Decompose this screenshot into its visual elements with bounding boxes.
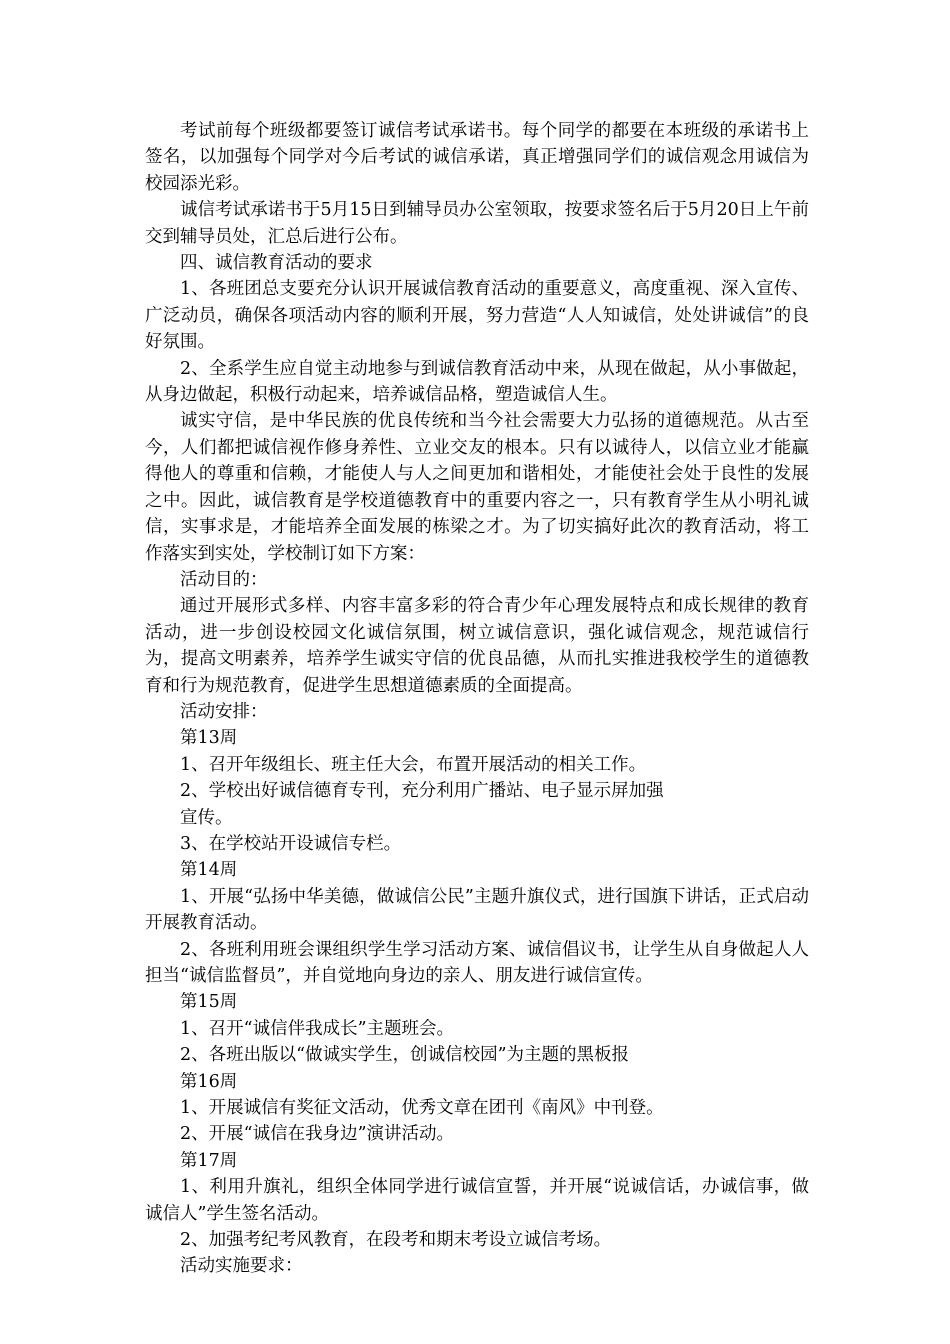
- week-heading: 第13周: [180, 728, 238, 749]
- document-body: [145, 118, 809, 1280]
- week-heading: 第17周: [180, 1150, 238, 1171]
- section-heading: 四、诚信教育活动的要求: [180, 253, 373, 274]
- list-item: 1、利用升旗礼，组织全体同学进行诚信宣誓，并开展“说诚信话，办诚信事，做诚信人”学生签名活动。: [145, 1177, 809, 1224]
- list-item-continuation: 宣传。: [180, 807, 233, 828]
- list-item: 2、开展“诚信在我身边”演讲活动。: [180, 1124, 455, 1145]
- list-item: 2、学校出好诚信德育专刊，充分利用广播站、电子显示屏加强: [180, 781, 664, 802]
- list-item: 1、召开年级组长、班主任大会，布置开展活动的相关工作。: [180, 754, 647, 775]
- paragraph: 诚实守信，是中华民族的优良传统和当今社会需要大力弘扬的道德规范。从古至今，人们都把诚信视作修身养性、立业交友的根本。只有以诚待人，以信立业才能赢得他人的尊重和信赖，才能使人与人之间更加和谐相处，才能使社会处于良性的发展之中。因此，诚信教育是学校道德教育中的重要内容之一，只有教育学生从小明礼诚信，实事求是，才能培养全面发展的栋梁之才。为了切实搞好此次的教育活动，将工作落实到实处，学校制订如下方案：: [145, 411, 809, 564]
- paragraph: 通过开展形式多样、内容丰富多彩的符合青少年心理发展特点和成长规律的教育活动，进一步创设校园文化诚信氛围，树立诚信意识，强化诚信观念，规范诚信行为，提高文明素养，培养学生诚实守信的优良品德，从而扎实推进我校学生的道德教育和行为规范教育，促进学生思想道德素质的全面提高。: [145, 596, 809, 696]
- section-heading: 活动安排：: [180, 701, 268, 722]
- list-item: 2、各班出版以“做诚实学生，创诚信校园”为主题的黑板报: [180, 1045, 630, 1066]
- paragraph: 考试前每个班级都要签订诚信考试承诺书。每个同学的都要在本班级的承诺书上签名，以加强每个同学对今后考试的诚信承诺，真正增强同学们的诚信观念用诚信为校园添光彩。: [145, 121, 809, 194]
- week-heading: 第15周: [180, 992, 238, 1013]
- paragraph: 诚信考试承诺书于5月15日到辅导员办公室领取，按要求签名后于5月20日上午前交到辅导员处，汇总后进行公布。: [145, 200, 809, 247]
- paragraph: 1、各班团总支要充分认识开展诚信教育活动的重要意义，高度重视、深入宣传、广泛动员，确保各项活动内容的顺利开展，努力营造“人人知诚信，处处讲诚信”的良好氛围。: [145, 279, 809, 353]
- list-item: 1、开展“弘扬中华美德，做诚信公民”主题升旗仪式，进行国旗下讲话，正式启动开展教育活动。: [145, 886, 809, 934]
- list-item: 1、召开“诚信伴我成长”主题班会。: [180, 1018, 455, 1039]
- list-item: 2、加强考纪考风教育，在段考和期末考设立诚信考场。: [180, 1230, 612, 1251]
- list-item: 1、开展诚信有奖征文活动，优秀文章在团刊《南风》中刊登。: [180, 1098, 664, 1119]
- section-heading: 活动实施要求：: [180, 1256, 303, 1277]
- paragraph: 2、全系学生应自觉主动地参与到诚信教育活动中来，从现在做起，从小事做起，从身边做起，积极行动起来，培养诚信品格，塑造诚信人生。: [145, 358, 809, 406]
- list-item: 2、各班利用班会课组织学生学习活动方案、诚信倡议书，让学生从自身做起人人担当“诚信监督员”，并自觉地向身边的亲人、朋友进行诚信宣传。: [145, 939, 809, 986]
- section-heading: 活动目的：: [180, 569, 268, 590]
- week-heading: 第16周: [180, 1071, 238, 1092]
- list-item: 3、在学校站开设诚信专栏。: [180, 833, 402, 854]
- week-heading: 第14周: [180, 860, 238, 881]
